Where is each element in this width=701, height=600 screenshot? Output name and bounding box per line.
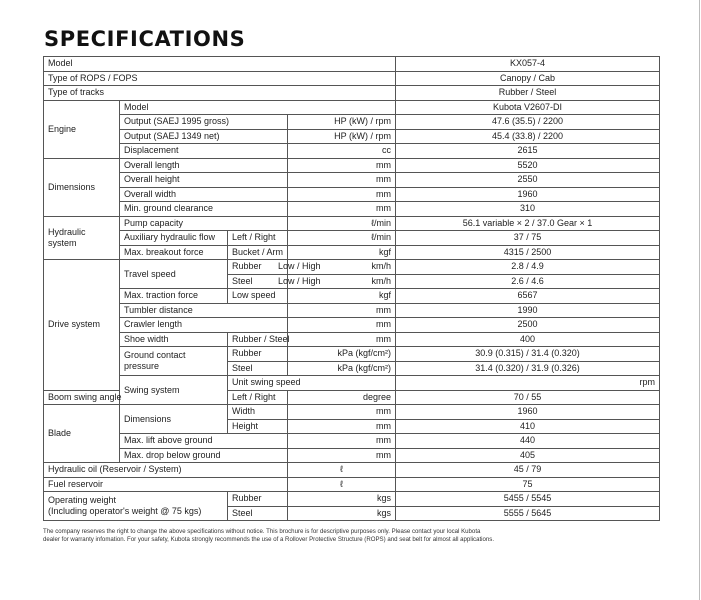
table-row: [44, 318, 660, 333]
table-row: [44, 477, 660, 492]
spec-value: Kubota V2607-DI: [396, 100, 660, 115]
table-row: [44, 216, 660, 231]
spec-unit: kgs: [288, 492, 396, 507]
spec-label: Displacement: [120, 144, 288, 159]
table-row: [44, 332, 660, 347]
spec-value: 45 / 79: [396, 463, 660, 478]
spec-label: Dimensions: [120, 405, 228, 434]
disclaimer: [43, 528, 663, 544]
spec-value: 1960: [396, 405, 660, 420]
spec-value: 1960: [396, 187, 660, 202]
sub-label-low-high: Low / High: [278, 275, 321, 286]
spec-label: Max. drop below ground: [120, 448, 288, 463]
spec-value: Rubber / Steel: [396, 86, 660, 101]
spec-unit: mm: [288, 405, 396, 420]
spec-unit: km/h: [288, 274, 396, 289]
spec-label: Output (SAEJ 1995 gross): [120, 115, 288, 130]
spec-unit: kgf: [288, 245, 396, 260]
spec-sub-label: Steel: [228, 506, 288, 521]
spec-value: 2500: [396, 318, 660, 333]
spec-value: Canopy / Cab: [396, 71, 660, 86]
spec-value: 30.9 (0.315) / 31.4 (0.320): [396, 347, 660, 362]
spec-unit: km/h: [288, 260, 396, 275]
spec-unit: ℓ/min: [288, 216, 396, 231]
spec-unit: kgf: [288, 289, 396, 304]
table-row: [44, 115, 660, 130]
spec-label: Overall length: [120, 158, 288, 173]
spec-unit: cc: [288, 144, 396, 159]
spec-value: 1990: [396, 303, 660, 318]
spec-unit: ℓ: [288, 477, 396, 492]
spec-unit: mm: [288, 187, 396, 202]
spec-unit: rpm: [396, 376, 660, 391]
group-label-drive: Drive system: [44, 260, 120, 391]
table-row: [44, 434, 660, 449]
spec-sub-label: [228, 274, 321, 289]
spec-unit: mm: [288, 434, 396, 449]
spec-sub-label: [228, 260, 321, 275]
spec-unit: mm: [288, 448, 396, 463]
table-row: [44, 129, 660, 144]
sub-label-rubber: Rubber: [232, 261, 262, 272]
spec-sub-label: Low speed: [228, 289, 288, 304]
spec-value: 2.6 / 4.6: [396, 274, 660, 289]
spec-label: Type of tracks: [44, 86, 396, 101]
spec-sub-label: Steel: [228, 361, 288, 376]
group-label-dimensions: Dimensions: [44, 158, 120, 216]
spec-sub-label: Rubber: [228, 492, 288, 507]
spec-label: Boom swing angle: [44, 390, 120, 405]
spec-label: Pump capacity: [120, 216, 288, 231]
table-row: [44, 158, 660, 173]
table-row: [44, 173, 660, 188]
table-row: [44, 492, 660, 507]
spec-label: Overall width: [120, 187, 288, 202]
group-label-hydraulic: Hydraulic system: [44, 216, 120, 260]
sub-label-steel: Steel: [232, 275, 253, 286]
spec-unit: kgs: [288, 506, 396, 521]
spec-unit: mm: [288, 419, 396, 434]
spec-value: 2.8 / 4.9: [396, 260, 660, 275]
spec-value: 31.4 (0.320) / 31.9 (0.326): [396, 361, 660, 376]
disclaimer-line1: The company reserves the right to change the above specifications without notice. This brochure is for descriptive purposes only. Please contact your local Kubota: [43, 528, 481, 535]
spec-label: Max. lift above ground: [120, 434, 288, 449]
table-row: [44, 100, 660, 115]
table-row: [44, 71, 660, 86]
spec-unit: mm: [288, 303, 396, 318]
spec-unit: degree: [288, 390, 396, 405]
spec-label: Travel speed: [120, 260, 228, 289]
spec-value: 310: [396, 202, 660, 217]
spec-label: Ground contact pressure: [120, 347, 228, 376]
table-row: [44, 260, 660, 275]
spec-unit: HP (kW) / rpm: [288, 129, 396, 144]
spec-unit: mm: [288, 318, 396, 333]
spec-value: 5455 / 5545: [396, 492, 660, 507]
spec-label: Model: [120, 100, 396, 115]
spec-unit: mm: [288, 202, 396, 217]
group-label-engine: Engine: [44, 100, 120, 158]
spec-unit: HP (kW) / rpm: [288, 115, 396, 130]
table-row: [44, 303, 660, 318]
page-edge-rule: [699, 0, 700, 600]
table-row: [44, 144, 660, 159]
table-row: [44, 289, 660, 304]
spec-sub-label: Left / Right: [228, 390, 288, 405]
spec-label: Min. ground clearance: [120, 202, 288, 217]
spec-label: Model: [44, 57, 396, 72]
table-row: [44, 376, 660, 391]
weight-label-line1: Operating weight: [48, 495, 117, 505]
table-row: [44, 231, 660, 246]
spec-value: 4315 / 2500: [396, 245, 660, 260]
table-row: [44, 448, 660, 463]
spec-value: 5555 / 5645: [396, 506, 660, 521]
sub-label-low-high: Low / High: [278, 261, 321, 272]
spec-value: 6567: [396, 289, 660, 304]
spec-value: 400: [396, 332, 660, 347]
spec-value: 405: [396, 448, 660, 463]
spec-unit: mm: [288, 332, 396, 347]
table-row: [44, 187, 660, 202]
table-row: [44, 86, 660, 101]
group-label-swing: Swing system: [120, 376, 228, 405]
spec-label-operating-weight: [44, 492, 228, 521]
spec-value: 2550: [396, 173, 660, 188]
spec-unit: kPa (kgf/cm²): [288, 347, 396, 362]
spec-sub-label: Rubber: [228, 347, 288, 362]
spec-sub-label: Height: [228, 419, 288, 434]
spec-value: 5520: [396, 158, 660, 173]
spec-unit: ℓ: [288, 463, 396, 478]
spec-unit: mm: [288, 158, 396, 173]
spec-sub-label: Bucket / Arm: [228, 245, 288, 260]
table-row: [44, 463, 660, 478]
spec-label: Type of ROPS / FOPS: [44, 71, 396, 86]
disclaimer-line2: dealer for warranty infomation. For your safety, Kubota strongly recommends the use of a Rollover Protective Structure (ROPS) and seat belt for almost all applications.: [43, 536, 495, 543]
spec-value: 47.6 (35.5) / 2200: [396, 115, 660, 130]
group-label-blade: Blade: [44, 405, 120, 463]
table-row: [44, 57, 660, 72]
table-row: [44, 405, 660, 420]
spec-label: Hydraulic oil (Reservoir / System): [44, 463, 288, 478]
spec-label: Overall height: [120, 173, 288, 188]
spec-sub-label: Left / Right: [228, 231, 288, 246]
spec-label: Output (SAEJ 1349 net): [120, 129, 288, 144]
specifications-table: [43, 56, 660, 521]
spec-value: 70 / 55: [396, 390, 660, 405]
spec-label: Unit swing speed: [228, 376, 396, 391]
spec-unit: mm: [288, 173, 396, 188]
spec-value: 37 / 75: [396, 231, 660, 246]
spec-value: 410: [396, 419, 660, 434]
spec-label: Fuel reservoir: [44, 477, 288, 492]
spec-value: 56.1 variable × 2 / 37.0 Gear × 1: [396, 216, 660, 231]
spec-value: 440: [396, 434, 660, 449]
spec-value: 75: [396, 477, 660, 492]
spec-sub-label: Width: [228, 405, 288, 420]
spec-unit: kPa (kgf/cm²): [288, 361, 396, 376]
spec-label: Auxiliary hydraulic flow: [120, 231, 228, 246]
spec-unit: ℓ/min: [288, 231, 396, 246]
spec-label: Tumbler distance: [120, 303, 288, 318]
spec-value: 45.4 (33.8) / 2200: [396, 129, 660, 144]
spec-value: 2615: [396, 144, 660, 159]
spec-label: Crawler length: [120, 318, 288, 333]
table-row: [44, 347, 660, 362]
spec-label: Max. traction force: [120, 289, 228, 304]
table-row: [44, 202, 660, 217]
spec-label: Max. breakout force: [120, 245, 228, 260]
table-row: [44, 245, 660, 260]
spec-sub-label: Rubber / Steel: [228, 332, 288, 347]
spec-value: KX057-4: [396, 57, 660, 72]
weight-label-line2: (Including operator's weight @ 75 kgs): [48, 506, 202, 516]
page-title: SPECIFICATIONS: [44, 27, 246, 51]
spec-label: Shoe width: [120, 332, 228, 347]
